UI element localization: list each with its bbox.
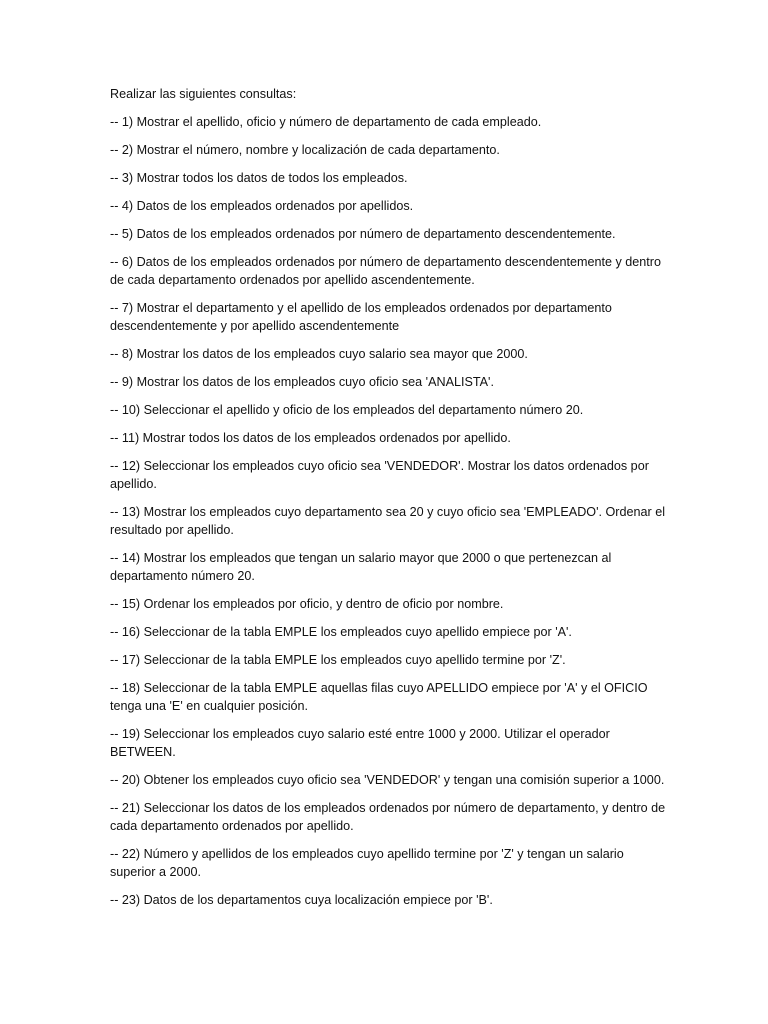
- query-item-1: -- 1) Mostrar el apellido, oficio y número de departamento de cada empleado.: [110, 115, 542, 129]
- query-item-22: -- 22) Número y apellidos de los empleados cuyo apellido termine por 'Z' y tengan un salario superior a 2000.: [110, 847, 624, 879]
- query-item-12: -- 12) Seleccionar los empleados cuyo oficio sea 'VENDEDOR'. Mostrar los datos ordenados por apellido.: [110, 459, 649, 491]
- query-item-13: -- 13) Mostrar los empleados cuyo departamento sea 20 y cuyo oficio sea 'EMPLEADO'. Ordenar el resultado por apellido.: [110, 505, 665, 537]
- query-item-8: -- 8) Mostrar los datos de los empleados cuyo salario sea mayor que 2000.: [110, 347, 528, 361]
- query-item-23: -- 23) Datos de los departamentos cuya localización empiece por 'B'.: [110, 893, 493, 907]
- query-item-17: -- 17) Seleccionar de la tabla EMPLE los empleados cuyo apellido termine por 'Z'.: [110, 653, 566, 667]
- query-item-14: -- 14) Mostrar los empleados que tengan un salario mayor que 2000 o que pertenezcan al departamento número 20.: [110, 551, 612, 583]
- query-item-6: -- 6) Datos de los empleados ordenados por número de departamento descendentemente y dentro de cada departamento ordenados por apellido ascendentemente.: [110, 255, 661, 287]
- query-item-18: -- 18) Seleccionar de la tabla EMPLE aquellas filas cuyo APELLIDO empiece por 'A' y el OFICIO tenga una 'E' en cualquier posición.: [110, 681, 648, 713]
- query-item-11: -- 11) Mostrar todos los datos de los empleados ordenados por apellido.: [110, 431, 511, 445]
- query-item-21: -- 21) Seleccionar los datos de los empleados ordenados por número de departamento, y dentro de cada departamento ordenados por apellido.: [110, 801, 666, 833]
- query-item-16: -- 16) Seleccionar de la tabla EMPLE los empleados cuyo apellido empiece por 'A'.: [110, 625, 572, 639]
- document-heading: Realizar las siguientes consultas:: [110, 87, 297, 101]
- query-item-15: -- 15) Ordenar los empleados por oficio, y dentro de oficio por nombre.: [110, 597, 504, 611]
- query-item-7: -- 7) Mostrar el departamento y el apellido de los empleados ordenados por departamento descendentemente y por apellido ascendentemente: [110, 301, 612, 333]
- query-item-4: -- 4) Datos de los empleados ordenados por apellidos.: [110, 199, 414, 213]
- query-item-3: -- 3) Mostrar todos los datos de todos los empleados.: [110, 171, 408, 185]
- document-content: [110, 86, 670, 919]
- query-item-9: -- 9) Mostrar los datos de los empleados cuyo oficio sea 'ANALISTA'.: [110, 375, 494, 389]
- query-item-2: -- 2) Mostrar el número, nombre y localización de cada departamento.: [110, 143, 500, 157]
- query-item-5: -- 5) Datos de los empleados ordenados por número de departamento descendentemente.: [110, 227, 616, 241]
- query-item-19: -- 19) Seleccionar los empleados cuyo salario esté entre 1000 y 2000. Utilizar el operador BETWEEN.: [110, 727, 610, 759]
- query-item-10: -- 10) Seleccionar el apellido y oficio de los empleados del departamento número 20.: [110, 403, 584, 417]
- query-item-20: -- 20) Obtener los empleados cuyo oficio sea 'VENDEDOR' y tengan una comisión superior a 1000.: [110, 773, 665, 787]
- query-list: [110, 113, 670, 909]
